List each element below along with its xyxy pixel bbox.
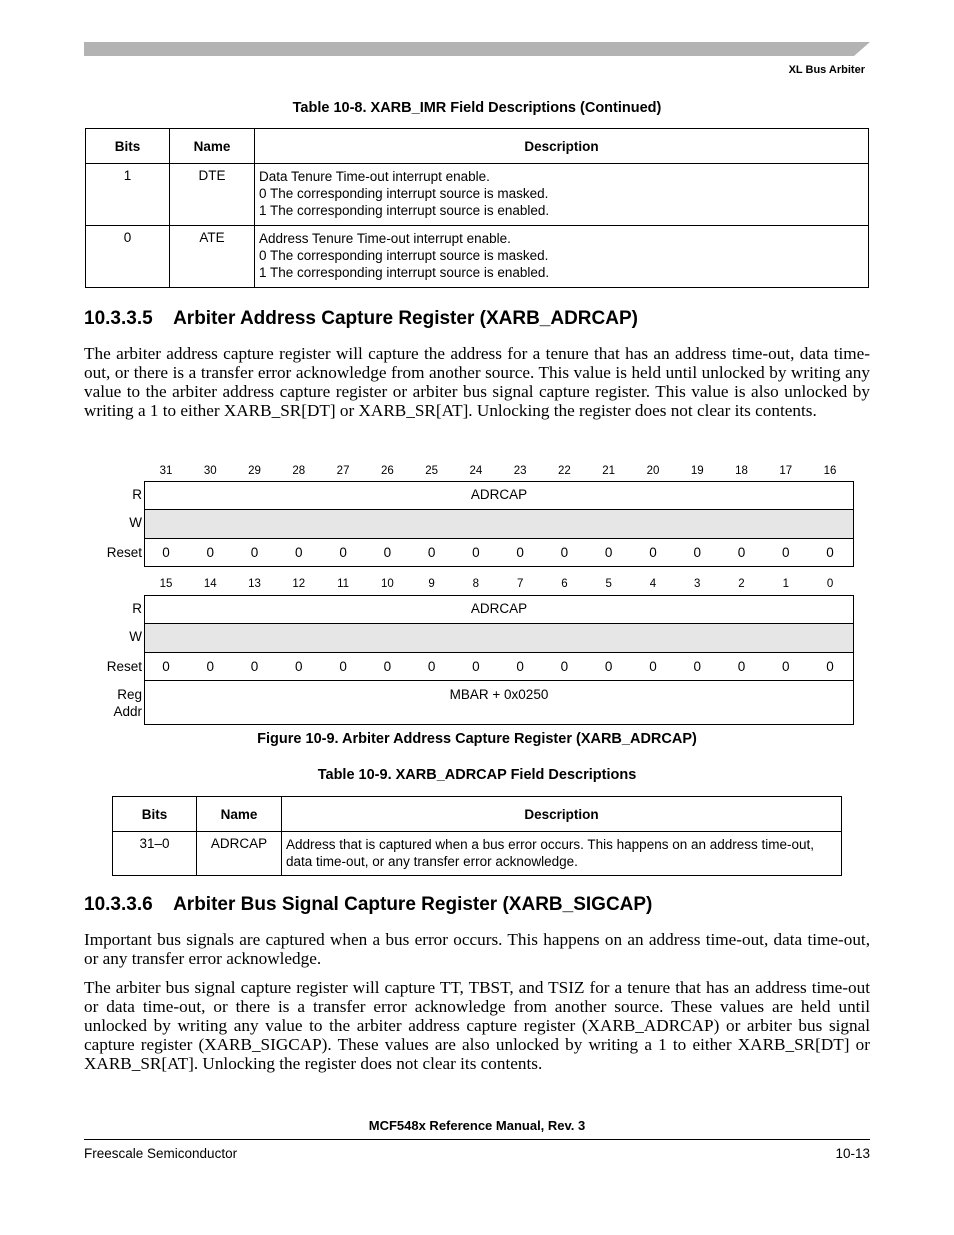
bit-number: 8 bbox=[472, 578, 480, 590]
reset-value: 0 bbox=[693, 659, 701, 674]
description-line: Address Tenure Time-out interrupt enable. bbox=[259, 231, 511, 246]
reset-value: 0 bbox=[516, 659, 524, 674]
bit-number: 6 bbox=[561, 578, 568, 590]
bit-number: 13 bbox=[248, 578, 261, 590]
reset-value: 0 bbox=[604, 545, 613, 560]
reset-value: 0 bbox=[782, 659, 790, 674]
field-name-upper: ADRCAP bbox=[470, 487, 528, 502]
description-line: 1 The corresponding interrupt source is enabled. bbox=[259, 203, 550, 218]
write-field-upper bbox=[145, 510, 853, 539]
description-line: 0 The corresponding interrupt source is masked. bbox=[259, 186, 549, 201]
reset-value: 0 bbox=[560, 545, 569, 560]
row-label-addr: Addr bbox=[113, 704, 142, 719]
name-cell: DTE bbox=[170, 164, 255, 226]
bit-number: 24 bbox=[469, 465, 483, 477]
row-label-reset: Reset bbox=[106, 545, 142, 560]
column-header: Description bbox=[282, 797, 842, 832]
write-field-lower bbox=[145, 624, 853, 653]
reset-value: 0 bbox=[649, 659, 657, 674]
bit-number: 21 bbox=[602, 465, 616, 477]
reset-value: 0 bbox=[737, 659, 746, 674]
column-header: Bits bbox=[113, 797, 197, 832]
description-cell bbox=[255, 164, 869, 226]
bit-number: 22 bbox=[558, 465, 571, 477]
reset-value: 0 bbox=[604, 659, 613, 674]
bit-number: 14 bbox=[203, 578, 217, 590]
reset-value: 0 bbox=[383, 659, 392, 674]
bit-number: 31 bbox=[159, 465, 173, 477]
bit-number: 3 bbox=[694, 578, 701, 590]
section-heading: 10.3.3.6 Arbiter Bus Signal Capture Register (XARB_SIGCAP) bbox=[84, 894, 653, 915]
name-cell: ADRCAP bbox=[197, 832, 282, 876]
description-line: 0 The corresponding interrupt source is masked. bbox=[259, 248, 549, 263]
bit-number: 19 bbox=[690, 465, 704, 477]
footer-rule bbox=[84, 1139, 870, 1140]
bit-number: 16 bbox=[823, 465, 837, 477]
bit-number: 1 bbox=[782, 578, 789, 590]
column-header: Name bbox=[170, 129, 255, 164]
reset-value: 0 bbox=[206, 659, 215, 674]
reset-value: 0 bbox=[472, 659, 480, 674]
reset-value: 0 bbox=[649, 545, 657, 560]
bits-cell: 31–0 bbox=[113, 832, 197, 876]
field-table-imr bbox=[85, 128, 869, 288]
bits-cell: 0 bbox=[86, 226, 170, 288]
column-header: Name bbox=[197, 797, 282, 832]
bit-number: 18 bbox=[735, 465, 748, 477]
reset-value: 0 bbox=[427, 659, 436, 674]
row-label-reg: Reg bbox=[117, 687, 142, 702]
reset-value: 0 bbox=[826, 659, 834, 674]
reset-value: 0 bbox=[250, 545, 259, 560]
register-address: MBAR + 0x0250 bbox=[449, 687, 549, 702]
bit-number: 5 bbox=[605, 578, 612, 590]
reset-value: 0 bbox=[162, 545, 170, 560]
row-label-read: R bbox=[132, 601, 142, 616]
manual-title: MCF548x Reference Manual, Rev. 3 bbox=[368, 1118, 586, 1133]
table-caption: Table 10-9. XARB_ADRCAP Field Descriptions bbox=[317, 767, 637, 783]
reset-value: 0 bbox=[782, 545, 790, 560]
reset-value: 0 bbox=[560, 659, 569, 674]
field-name-lower: ADRCAP bbox=[470, 601, 528, 616]
description-line: Address that is captured when a bus error occurs. This happens on an address time-out, bbox=[286, 837, 815, 852]
reset-value: 0 bbox=[383, 545, 392, 560]
bit-number: 23 bbox=[513, 465, 527, 477]
bit-number: 11 bbox=[337, 578, 350, 590]
section-paragraph: The arbiter address capture register will capture the address for a tenure that has an address time-out, data time-out, or there is a transfer error acknowledge from another source. This value is held until unlocked by writing any value to the arbiter address capture register or arbiter bus signal capture register. This value is also unlocked by writing a 1 to either XARB_SR[DT] or XARB_SR[AT]. Unlocking the register does not clear its contents. bbox=[84, 344, 870, 420]
bit-number: 28 bbox=[292, 465, 306, 477]
bit-number: 17 bbox=[779, 465, 793, 477]
register-address-box bbox=[144, 680, 854, 725]
column-header: Description bbox=[255, 129, 869, 164]
reset-value: 0 bbox=[295, 659, 303, 674]
section-paragraph: The arbiter bus signal capture register will capture TT, TBST, and TSIZ for a tenure that has an address time-out or data time-out, or there is a transfer error acknowledge from another source. These values are held until unlocked by writing any value to the arbiter address capture register (XARB_ADRCAP) or arbiter bus signal capture register (XARB_SIGCAP). These values are also unlocked by writing a 1 to either XARB_SR[DT] or XARB_SR[AT]. Unlocking the register does not clear its contents. bbox=[84, 978, 870, 1073]
description-cell bbox=[255, 226, 869, 288]
name-cell: ATE bbox=[170, 226, 255, 288]
page-number: 10-13 bbox=[835, 1146, 870, 1161]
reset-value: 0 bbox=[516, 545, 524, 560]
section-heading: 10.3.3.5 Arbiter Address Capture Register (XARB_ADRCAP) bbox=[84, 308, 638, 329]
bit-number: 29 bbox=[248, 465, 261, 477]
reset-value: 0 bbox=[250, 659, 259, 674]
reset-value: 0 bbox=[826, 545, 834, 560]
figure-caption: Figure 10-9. Arbiter Address Capture Register (XARB_ADRCAP) bbox=[257, 731, 697, 747]
reset-value: 0 bbox=[206, 545, 215, 560]
description-line: 1 The corresponding interrupt source is enabled. bbox=[259, 265, 550, 280]
bit-number: 26 bbox=[380, 465, 394, 477]
row-label-read: R bbox=[132, 487, 142, 502]
reset-value: 0 bbox=[472, 545, 480, 560]
bit-number: 2 bbox=[738, 578, 745, 590]
description-line: Data Tenure Time-out interrupt enable. bbox=[259, 169, 490, 184]
bit-number: 30 bbox=[203, 465, 217, 477]
description-cell bbox=[282, 832, 842, 876]
description-line: data time-out, or any transfer error acknowledge. bbox=[286, 854, 578, 869]
table-row bbox=[113, 832, 842, 876]
bit-number: 9 bbox=[428, 578, 435, 590]
column-header: Bits bbox=[86, 129, 170, 164]
reset-value: 0 bbox=[339, 545, 347, 560]
table-row bbox=[86, 226, 869, 288]
reset-value: 0 bbox=[737, 545, 746, 560]
reset-value: 0 bbox=[295, 545, 303, 560]
header-bar bbox=[84, 42, 870, 56]
bit-number: 7 bbox=[516, 578, 524, 590]
bit-number: 10 bbox=[380, 578, 394, 590]
section-paragraph: Important bus signals are captured when a bus error occurs. This happens on an address time-out, data time-out, or any transfer error acknowledge. bbox=[84, 930, 870, 968]
row-label-write: W bbox=[129, 515, 142, 530]
bit-number: 4 bbox=[649, 578, 657, 590]
reset-value: 0 bbox=[339, 659, 347, 674]
row-label-reset: Reset bbox=[106, 659, 142, 674]
company-name: Freescale Semiconductor bbox=[84, 1146, 238, 1161]
section-label: XL Bus Arbiter bbox=[788, 64, 865, 76]
bits-cell: 1 bbox=[86, 164, 170, 226]
row-label-write: W bbox=[129, 629, 142, 644]
reset-value: 0 bbox=[427, 545, 436, 560]
table-caption: Table 10-8. XARB_IMR Field Descriptions (Continued) bbox=[292, 100, 662, 116]
reset-value: 0 bbox=[693, 545, 701, 560]
bit-number: 15 bbox=[159, 578, 173, 590]
bit-number: 12 bbox=[292, 578, 306, 590]
bit-number: 27 bbox=[336, 465, 350, 477]
field-table-adrcap bbox=[112, 796, 842, 876]
table-row bbox=[86, 164, 869, 226]
bit-number: 0 bbox=[826, 578, 834, 590]
bit-number: 20 bbox=[646, 465, 660, 477]
bit-number: 25 bbox=[425, 465, 438, 477]
reset-value: 0 bbox=[162, 659, 170, 674]
